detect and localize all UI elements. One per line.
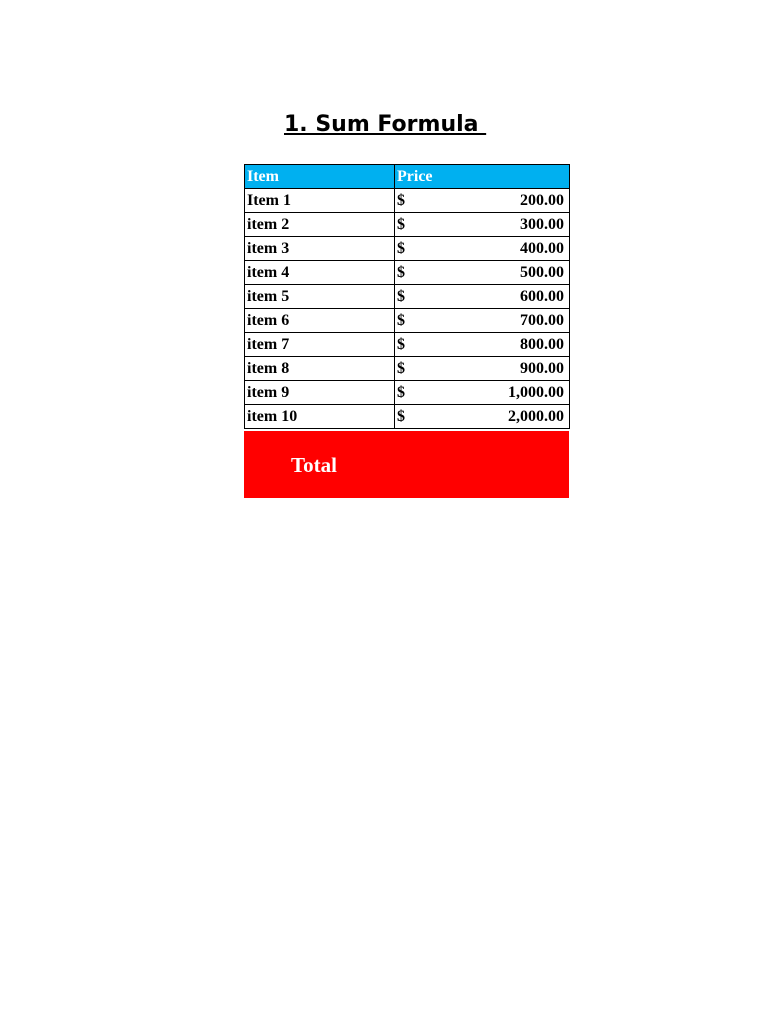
table-row <box>245 381 570 405</box>
table-row <box>245 213 570 237</box>
price-value: 1,000.00 <box>508 384 564 401</box>
currency-symbol: $ <box>397 408 405 425</box>
currency-symbol: $ <box>397 240 405 257</box>
price-cell[interactable] <box>395 261 570 285</box>
price-value: 200.00 <box>520 192 564 209</box>
table-row <box>245 237 570 261</box>
table-row <box>245 405 570 429</box>
table-row <box>245 309 570 333</box>
table-header-row <box>245 165 570 189</box>
table-row <box>245 261 570 285</box>
price-value: 600.00 <box>520 288 564 305</box>
price-table <box>244 164 570 429</box>
price-cell[interactable] <box>395 285 570 309</box>
price-cell[interactable] <box>395 405 570 429</box>
item-cell[interactable]: Item 1 <box>245 189 395 213</box>
price-cell[interactable] <box>395 357 570 381</box>
header-item[interactable]: Item <box>245 165 395 189</box>
total-cell[interactable] <box>244 431 569 498</box>
price-cell[interactable] <box>395 189 570 213</box>
price-cell[interactable] <box>395 213 570 237</box>
currency-symbol: $ <box>397 384 405 401</box>
price-value: 900.00 <box>520 360 564 377</box>
currency-symbol: $ <box>397 216 405 233</box>
currency-symbol: $ <box>397 336 405 353</box>
item-cell[interactable]: item 10 <box>245 405 395 429</box>
total-label: Total <box>291 453 337 477</box>
table-row <box>245 189 570 213</box>
item-cell[interactable]: item 6 <box>245 309 395 333</box>
currency-symbol: $ <box>397 312 405 329</box>
price-value: 800.00 <box>520 336 564 353</box>
price-value: 400.00 <box>520 240 564 257</box>
table-row <box>245 285 570 309</box>
item-cell[interactable]: item 4 <box>245 261 395 285</box>
price-cell[interactable] <box>395 333 570 357</box>
price-cell[interactable] <box>395 381 570 405</box>
price-cell[interactable] <box>395 237 570 261</box>
price-value: 500.00 <box>520 264 564 281</box>
item-cell[interactable]: item 7 <box>245 333 395 357</box>
item-cell[interactable]: item 5 <box>245 285 395 309</box>
price-cell[interactable] <box>395 309 570 333</box>
item-cell[interactable]: item 9 <box>245 381 395 405</box>
table-row <box>245 333 570 357</box>
header-price[interactable]: Price <box>395 165 570 189</box>
currency-symbol: $ <box>397 288 405 305</box>
page-title: 1. Sum Formula <box>284 112 487 137</box>
price-value: 300.00 <box>520 216 564 233</box>
currency-symbol: $ <box>397 360 405 377</box>
item-cell[interactable]: item 8 <box>245 357 395 381</box>
item-cell[interactable]: item 3 <box>245 237 395 261</box>
currency-symbol: $ <box>397 192 405 209</box>
table-row <box>245 357 570 381</box>
item-cell[interactable]: item 2 <box>245 213 395 237</box>
price-value: 2,000.00 <box>508 408 564 425</box>
price-value: 700.00 <box>520 312 564 329</box>
currency-symbol: $ <box>397 264 405 281</box>
